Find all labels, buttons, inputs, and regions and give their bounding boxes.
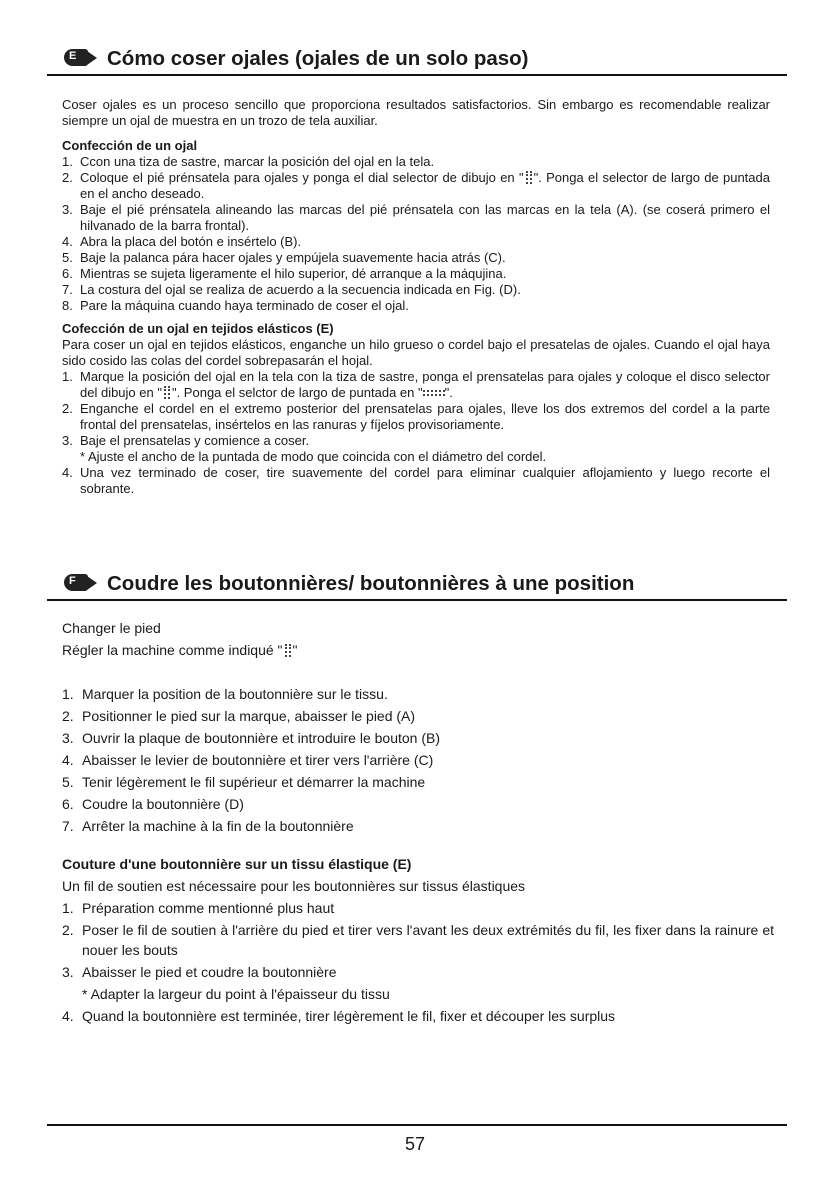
steps-list-fr-1: [62, 683, 774, 837]
list-item: 1. Marquer la position de la boutonnière sur le tissu.: [62, 686, 388, 702]
section-heading-es: [47, 42, 787, 76]
list-item: 5. Baje la palanca pára hacer ojales y empújela suavemente hacia atrás (C).: [62, 250, 506, 265]
section-title-es: Cómo coser ojales (ojales de un solo paso): [107, 47, 529, 70]
list-item: 4. Una vez terminado de coser, tire suavemente del cordel para eliminar cualquier aflojamiento y luego recorte el sobrante.: [62, 465, 770, 496]
list-item: 3. Baje el pié prénsatela alineando las marcas del pié prénsatela con las marcas en la tela (A). (se coserá primero el hilvanado de la barra frontal).: [62, 202, 770, 233]
stitch-length-icon: [423, 390, 445, 396]
list-item: 3. Ouvrir la plaque de boutonnière et introduire le bouton (B): [62, 730, 440, 746]
text-line: Changer le pied: [62, 620, 161, 636]
text-line: Un fil de soutien est nécessaire pour les boutonnières sur tissus élastiques: [62, 878, 526, 894]
steps-list-fr-3: [62, 1005, 774, 1027]
subheading-confeccion: Confección de un ojal: [62, 138, 198, 153]
note-text: * Adapter la largeur du point à l'épaisseur du tissu: [82, 986, 390, 1002]
list-item: 6. Coudre la boutonnière (D): [62, 796, 244, 812]
list-item: 4. Quand la boutonnière est terminée, tirer légèrement le fil, fixer et découper les surplus: [62, 1008, 616, 1024]
page-number: 57: [404, 1134, 426, 1154]
list-item: 1. Marque la posición del ojal en la tela con la tiza de sastre, ponga el prensatelas para ojales y coloque el disco selector del dibujo en " ". Ponga el selctor de largo de puntada en " ".: [62, 369, 770, 400]
list-item: 1. Ccon una tiza de sastre, marcar la posición del ojal en la tela.: [62, 154, 435, 169]
section-body-es: [62, 97, 770, 497]
section-title-fr: Coudre les boutonnières/ boutonnières à une position: [107, 572, 635, 595]
list-item: 2. Positionner le pied sur la marque, abaisser le pied (A): [62, 708, 416, 724]
section-heading-fr: [47, 567, 787, 601]
list-item: 5. Tenir légèrement le fil supérieur et démarrer la machine: [62, 774, 426, 790]
list-item: 2. Enganche el cordel en el extremo posterior del prensatelas para ojales, lleve los dos extremos del cordel a la parte frontal del prensatelas, insértelos en las ranuras y fíjelos provisoriamente.: [62, 401, 770, 432]
buttonhole-stitch-icon: [164, 386, 170, 399]
list-item: 6. Mientras se sujeta ligeramente el hilo superior, dé arranque a la máqujina.: [62, 266, 507, 281]
list-item: 4. Abaisser le levier de boutonnière et tirer vers l'arrière (C): [62, 752, 434, 768]
text-line: Régler la machine comme indiqué " ": [62, 642, 298, 658]
subheading-elastique: Couture d'une boutonnière sur un tissu élastique (E): [62, 856, 412, 872]
steps-list-es-1: [62, 154, 770, 314]
language-badge-icon: F: [64, 574, 88, 591]
steps-list-es-2: [62, 369, 770, 449]
steps-list-fr-2: [62, 897, 774, 983]
intro-paragraph-2: Para coser un ojal en tejidos elásticos, enganche un hilo grueso o cordel bajo el presatelas de ojales. Cuando el ojal haya sido cosido las colas del cordel sobrepasarán el hojal.: [62, 337, 770, 368]
buttonhole-stitch-icon: [285, 644, 291, 657]
buttonhole-stitch-icon: [526, 171, 532, 184]
list-item: 8. Pare la máquina cuando haya terminado de coser el ojal.: [62, 298, 409, 313]
subheading-elasticos: Cofección de un ojal en tejidos elásticos (E): [62, 321, 334, 336]
section-body-fr: [62, 617, 774, 1027]
steps-list-es-3: [62, 465, 770, 497]
note-text: * Ajuste el ancho de la puntada de modo que coincida con el diámetro del cordel.: [80, 449, 547, 464]
list-item: 7. Arrêter la machine à la fin de la boutonnière: [62, 818, 354, 834]
language-badge-icon: E: [64, 49, 88, 66]
list-item: 1. Préparation comme mentionné plus haut: [62, 900, 335, 916]
list-item: 7. La costura del ojal se realiza de acuerdo a la secuencia indicada en Fig. (D).: [62, 282, 521, 297]
list-item: 2. Coloque el pié prénsatela para ojales y ponga el dial selector de dibujo en " ". Ponga el selector de largo de puntada en el ancho deseado.: [62, 170, 770, 201]
list-item: 3. Abaisser le pied et coudre la boutonnière: [62, 964, 337, 980]
footer-rule: [47, 1124, 787, 1126]
intro-paragraph: Coser ojales es un proceso sencillo que proporciona resultados satisfactorios. Sin embargo es recomendable realizar siempre un ojal de muestra en un trozo de tela auxiliar.: [62, 97, 770, 128]
list-item: 4. Abra la placa del botón e insértelo (B).: [62, 234, 302, 249]
list-item: 2. Poser le fil de soutien à l'arrière du pied et tirer vers l'avant les deux extrémités du fil, les fixer dans la rainure et nouer les bouts: [62, 922, 774, 958]
list-item: 3. Baje el prensatelas y comience a coser.: [62, 433, 310, 448]
